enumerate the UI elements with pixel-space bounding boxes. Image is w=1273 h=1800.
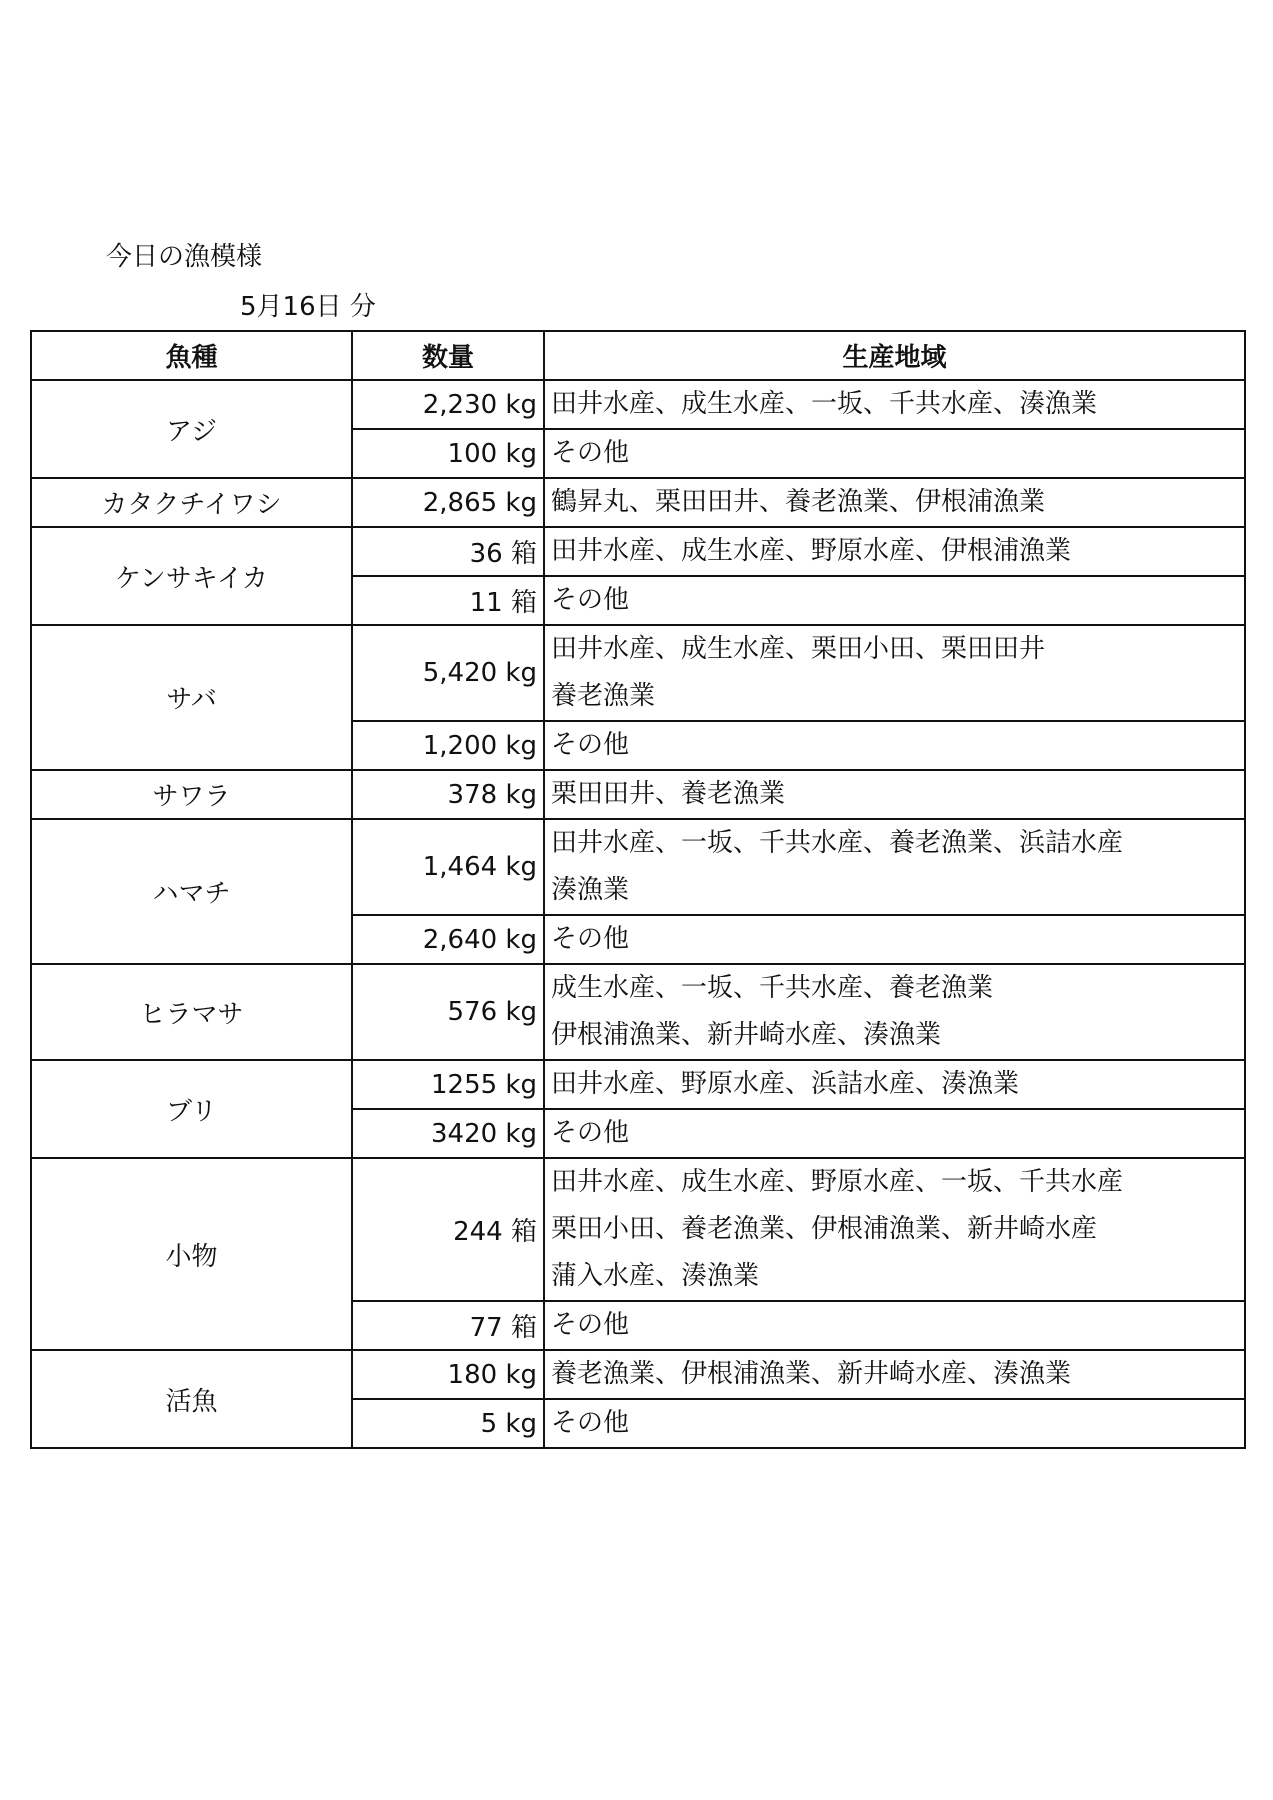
- quantity-cell: 1,464 kg: [352, 819, 544, 915]
- area-cell: [544, 1399, 1245, 1448]
- area-cell: [544, 380, 1245, 429]
- area-line: 養老漁業、伊根浦漁業、新井崎水産、湊漁業: [551, 1359, 1072, 1389]
- area-cell: [544, 527, 1245, 576]
- document-title: 今日の漁模様: [106, 242, 263, 272]
- quantity-cell: 1255 kg: [352, 1060, 544, 1109]
- quantity-cell: 180 kg: [352, 1350, 544, 1399]
- area-line: 田井水産、野原水産、浜詰水産、湊漁業: [551, 1069, 1020, 1099]
- area-cell: [544, 1158, 1245, 1301]
- fish-cell: 活魚: [31, 1350, 352, 1448]
- area-line: 栗田小田、養老漁業、伊根浦漁業、新井崎水産: [551, 1214, 1098, 1244]
- area-line: 田井水産、成生水産、栗田小田、栗田田井: [551, 634, 1046, 664]
- area-cell: [544, 819, 1245, 915]
- fish-cell: サバ: [31, 625, 352, 770]
- table-body: [31, 380, 1245, 1448]
- area-cell: [544, 915, 1245, 964]
- quantity-cell: 2,640 kg: [352, 915, 544, 964]
- quantity-cell: 5,420 kg: [352, 625, 544, 721]
- table-header-row: [31, 331, 1245, 380]
- area-cell: [544, 1350, 1245, 1399]
- area-line: 田井水産、成生水産、一坂、千共水産、湊漁業: [551, 389, 1098, 419]
- area-line: 成生水産、一坂、千共水産、養老漁業: [551, 973, 994, 1003]
- area-cell: [544, 1301, 1245, 1350]
- quantity-cell: 2,230 kg: [352, 380, 544, 429]
- table-row: [31, 1060, 1245, 1109]
- quantity-cell: 100 kg: [352, 429, 544, 478]
- area-line: 鶴昇丸、栗田田井、養老漁業、伊根浦漁業: [551, 487, 1046, 517]
- table-row: [31, 1158, 1245, 1301]
- area-line: その他: [551, 1310, 630, 1340]
- area-cell: [544, 721, 1245, 770]
- fish-cell: ハマチ: [31, 819, 352, 964]
- table-row: [31, 770, 1245, 819]
- table-row: [31, 380, 1245, 429]
- area-cell: [544, 1060, 1245, 1109]
- area-cell: [544, 576, 1245, 625]
- quantity-cell: 576 kg: [352, 964, 544, 1060]
- table-row: [31, 964, 1245, 1060]
- area-line: その他: [551, 585, 630, 615]
- catch-table: [30, 330, 1246, 1449]
- quantity-cell: 5 kg: [352, 1399, 544, 1448]
- area-line: 蒲入水産、湊漁業: [551, 1261, 760, 1291]
- area-line: その他: [551, 1408, 630, 1438]
- area-line: 伊根浦漁業、新井崎水産、湊漁業: [551, 1020, 942, 1050]
- quantity-cell: 244 箱: [352, 1158, 544, 1301]
- header-quantity: 数量: [352, 331, 544, 380]
- area-line: 田井水産、一坂、千共水産、養老漁業、浜詰水産: [551, 828, 1124, 858]
- area-cell: [544, 625, 1245, 721]
- area-cell: [544, 964, 1245, 1060]
- area-cell: [544, 478, 1245, 527]
- quantity-cell: 2,865 kg: [352, 478, 544, 527]
- fish-cell: アジ: [31, 380, 352, 478]
- header-fish: 魚種: [31, 331, 352, 380]
- area-line: その他: [551, 438, 630, 468]
- area-line: 田井水産、成生水産、野原水産、一坂、千共水産: [551, 1167, 1124, 1197]
- table-row: [31, 527, 1245, 576]
- fish-cell: ヒラマサ: [31, 964, 352, 1060]
- quantity-cell: 378 kg: [352, 770, 544, 819]
- quantity-cell: 77 箱: [352, 1301, 544, 1350]
- report-date: 5月16日 分: [240, 292, 376, 322]
- quantity-cell: 36 箱: [352, 527, 544, 576]
- table-row: [31, 625, 1245, 721]
- header-area: 生産地域: [544, 331, 1245, 380]
- table-row: [31, 478, 1245, 527]
- fish-cell: ブリ: [31, 1060, 352, 1158]
- area-cell: [544, 429, 1245, 478]
- fish-cell: カタクチイワシ: [31, 478, 352, 527]
- quantity-cell: 1,200 kg: [352, 721, 544, 770]
- fish-cell: サワラ: [31, 770, 352, 819]
- fish-cell: ケンサキイカ: [31, 527, 352, 625]
- table-row: [31, 819, 1245, 915]
- area-line: その他: [551, 924, 630, 954]
- area-line: その他: [551, 1118, 630, 1148]
- area-line: 湊漁業: [551, 875, 630, 905]
- area-line: 栗田田井、養老漁業: [551, 779, 786, 809]
- area-line: 田井水産、成生水産、野原水産、伊根浦漁業: [551, 536, 1072, 566]
- table-row: [31, 1350, 1245, 1399]
- area-cell: [544, 1109, 1245, 1158]
- area-line: その他: [551, 730, 630, 760]
- quantity-cell: 3420 kg: [352, 1109, 544, 1158]
- fish-cell: 小物: [31, 1158, 352, 1350]
- area-cell: [544, 770, 1245, 819]
- quantity-cell: 11 箱: [352, 576, 544, 625]
- area-line: 養老漁業: [551, 681, 656, 711]
